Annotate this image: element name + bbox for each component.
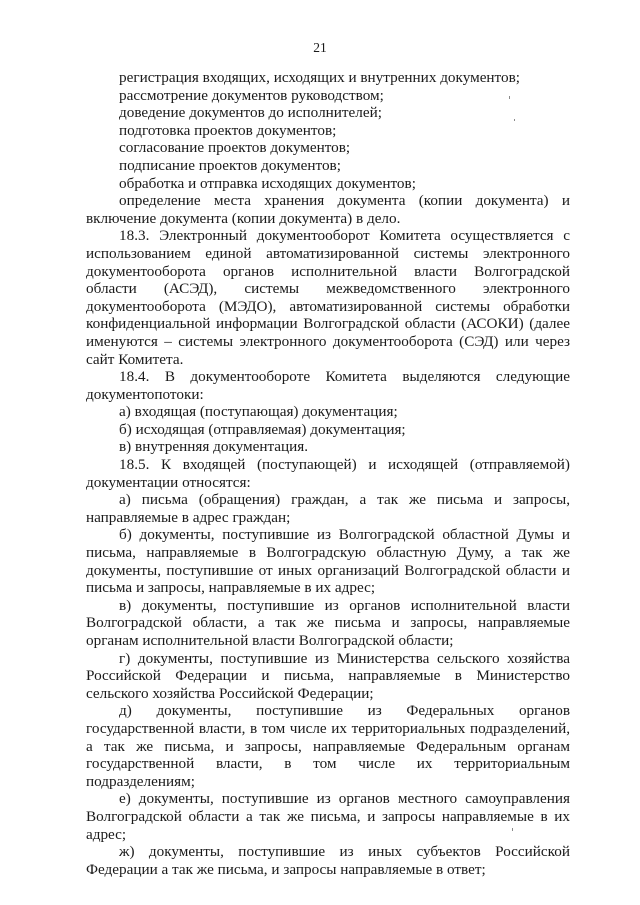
list-item: д) документы, поступившие из Федеральных органов государственной власти, в том числе их территориальных подразделений, а так же письма, и запросы, направляемые Федеральным органам государственной власти, в том числе их территориальным подразделениям; [86, 702, 570, 790]
list-item: подписание проектов документов; [119, 156, 341, 174]
list-item: б) документы, поступившие из Волгоградской областной Думы и письма, направляемые в Волгоградскую областную Думу, а так же документы, поступившие от иных организаций Волгоградской области и письма и запросы, направляемые в их адрес; [86, 526, 570, 597]
scan-artifact [512, 828, 513, 831]
page-number: 21 [313, 40, 327, 55]
list-item: регистрация входящих, исходящих и внутренних документов; [119, 69, 520, 86]
paragraph-18-5: 18.5. К входящей (поступающей) и исходящей (отправляемой) документации относятся: [86, 456, 570, 491]
list-item: е) документы, поступившие из органов местного самоуправления Волгоградской области а так же письма, и запросы направляемые в их адрес; [86, 790, 570, 843]
list-item: подготовка проектов документов; [119, 121, 337, 139]
scan-artifact [514, 119, 515, 121]
list-item: в) документы, поступившие из органов исполнительной власти Волгоградской области, а так же письма и запросы, направляемые органам исполнительной власти Волгоградской области; [86, 596, 570, 649]
list-item: г) документы, поступившие из Министерства сельского хозяйства Российской Федерации и письма, направляемые в Министерство сельского хозяйства Российской Федерации; [86, 649, 570, 702]
paragraph-18-3: 18.3. Электронный документооборот Комитета осуществляется с использованием единой автоматизированной системы электронного документооборота органов исполнительной власти Волгоградской области (АСЭД), системы межведомственного электронного документооборота (МЭДО), автоматизированной системы обработки конфиденциальной информации Волгоградской области (АСОКИ) (далее именуются – системы электронного документооборота (СЭД) или через сайт Комитета. [86, 227, 570, 368]
scan-artifact [509, 96, 510, 99]
list-item: а) входящая (поступающая) документация; [119, 403, 398, 421]
document-body [86, 69, 570, 878]
list-item: рассмотрение документов руководством; [119, 86, 384, 104]
paragraph-18-4: 18.4. В документообороте Комитета выделяются следующие документопотоки: [86, 368, 570, 403]
list-item: согласование проектов документов; [119, 139, 351, 157]
list-item: в) внутренняя документация. [119, 438, 309, 456]
list-item: а) письма (обращения) граждан, а так же письма и запросы, направляемые в адрес граждан; [86, 491, 570, 526]
list-item: доведение документов до исполнителей; [119, 104, 382, 122]
list-item: ж) документы, поступившие из иных субъектов Российской Федерации а так же письма, и запросы направляемые в ответ; [86, 843, 570, 878]
list-item: определение места хранения документа (копии документа) и включение документа (копии документа) в дело. [86, 192, 570, 227]
list-item: обработка и отправка исходящих документов; [119, 174, 416, 192]
list-item: б) исходящая (отправляемая) документация; [119, 420, 406, 438]
